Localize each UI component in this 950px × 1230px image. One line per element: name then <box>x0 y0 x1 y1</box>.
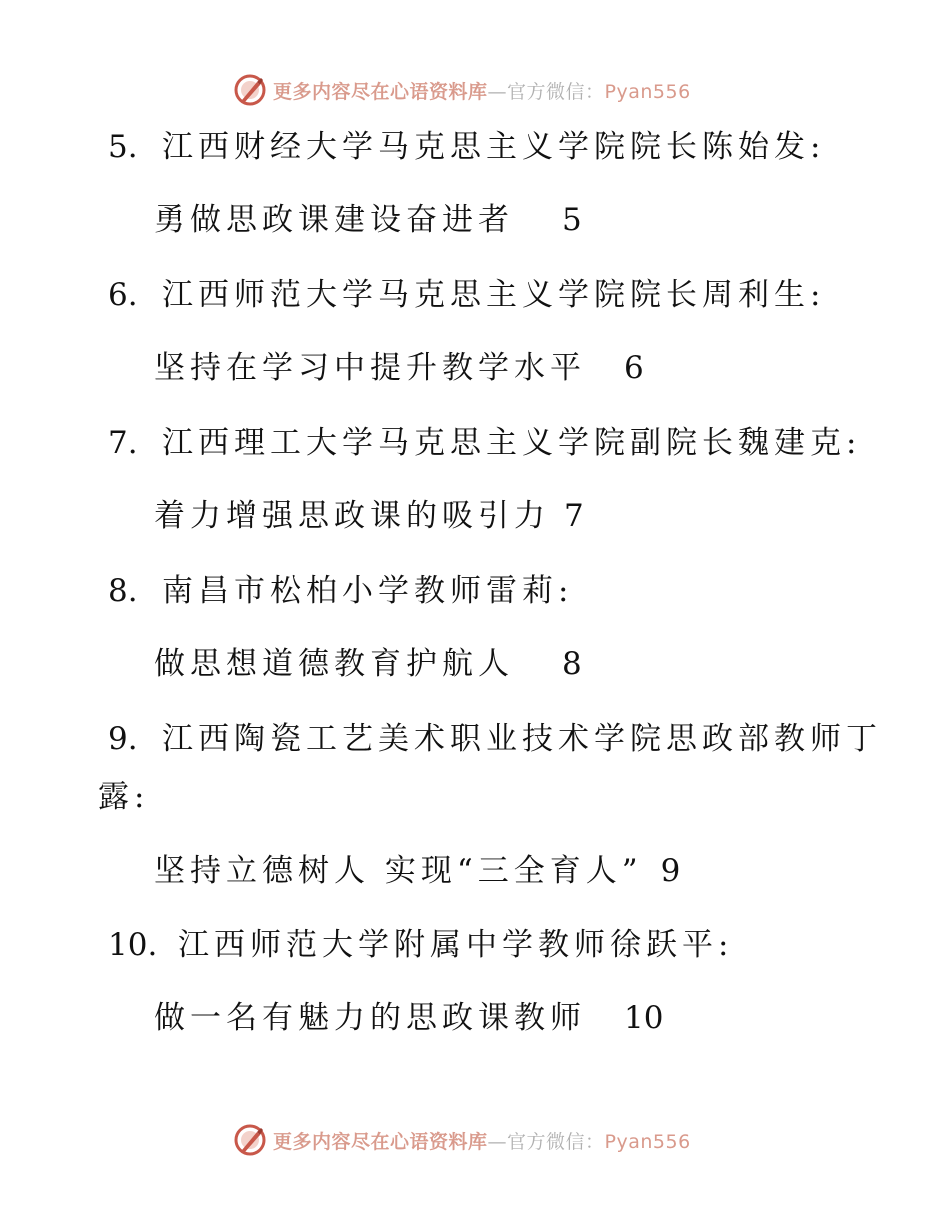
watermark-wechat-label: 官方微信： <box>507 1130 605 1153</box>
toc-number: 9. <box>108 721 138 757</box>
pen-circle-icon <box>233 73 267 107</box>
toc-heading-text: 江西理工大学马克思主义学院副院长魏建克: <box>162 425 862 461</box>
toc-title-7 <box>154 496 584 536</box>
header-watermark <box>0 70 950 110</box>
toc-title-6 <box>154 348 644 388</box>
toc-page-number: 8 <box>562 646 582 682</box>
toc-title-text: 坚持在学习中提升教学水平 <box>154 350 586 386</box>
toc-heading-9-continued <box>98 777 149 817</box>
toc-heading-text: 江西师范大学马克思主义学院院长周利生: <box>162 277 826 313</box>
toc-title-text: 坚持立德树人 实现“三全育人” <box>154 853 643 889</box>
toc-heading-9 <box>108 719 882 759</box>
watermark-text <box>273 1127 691 1154</box>
watermark-row <box>233 1120 691 1160</box>
toc-number: 8. <box>108 573 138 609</box>
toc-title-9 <box>154 851 680 891</box>
toc-page-number: 6 <box>624 350 644 386</box>
pen-circle-icon <box>233 1123 267 1157</box>
toc-title-text: 做思想道德教育护航人 <box>154 646 514 682</box>
toc-number: 5. <box>108 129 138 165</box>
watermark-wechat-label: 官方微信： <box>507 80 605 103</box>
toc-title-text: 着力增强思政课的吸引力 <box>154 498 550 534</box>
toc-title-8 <box>154 644 582 684</box>
toc-page-number: 10 <box>624 1000 664 1036</box>
toc-page-number: 9 <box>660 853 681 889</box>
toc-number: 6. <box>108 277 138 313</box>
toc-title-10 <box>154 998 663 1038</box>
watermark-brand: 更多内容尽在心语资料库 <box>273 1130 488 1153</box>
toc-number: 10. <box>108 927 158 963</box>
toc-number: 7. <box>108 425 138 461</box>
watermark-dash: — <box>487 80 508 103</box>
watermark-wechat-id: Pyan556 <box>604 1130 691 1153</box>
toc-title-text: 做一名有魅力的思政课教师 <box>154 1000 586 1036</box>
toc-heading-text: 江西师范大学附属中学教师徐跃平: <box>178 927 734 963</box>
toc-heading-text: 江西陶瓷工艺美术职业技术学院思政部教师丁 <box>162 721 882 757</box>
toc-page-number: 7 <box>564 498 584 534</box>
toc-title-5 <box>154 200 582 240</box>
toc-heading-7 <box>108 423 861 463</box>
toc-heading-5 <box>108 127 825 167</box>
toc-heading-text: 露: <box>98 779 150 815</box>
watermark-brand: 更多内容尽在心语资料库 <box>273 80 488 103</box>
toc-heading-10 <box>108 925 733 965</box>
toc-heading-6 <box>108 275 825 315</box>
toc-heading-text: 江西财经大学马克思主义学院院长陈始发: <box>162 129 826 165</box>
watermark-row <box>233 70 691 110</box>
footer-watermark <box>0 1120 950 1160</box>
toc-title-text: 勇做思政课建设奋进者 <box>154 202 514 238</box>
toc-heading-8 <box>108 571 573 611</box>
watermark-dash: — <box>487 1130 508 1153</box>
toc-page-number: 5 <box>562 202 582 238</box>
watermark-wechat-id: Pyan556 <box>604 80 691 103</box>
watermark-text <box>273 77 691 104</box>
toc-heading-text: 南昌市松柏小学教师雷莉: <box>162 573 574 609</box>
